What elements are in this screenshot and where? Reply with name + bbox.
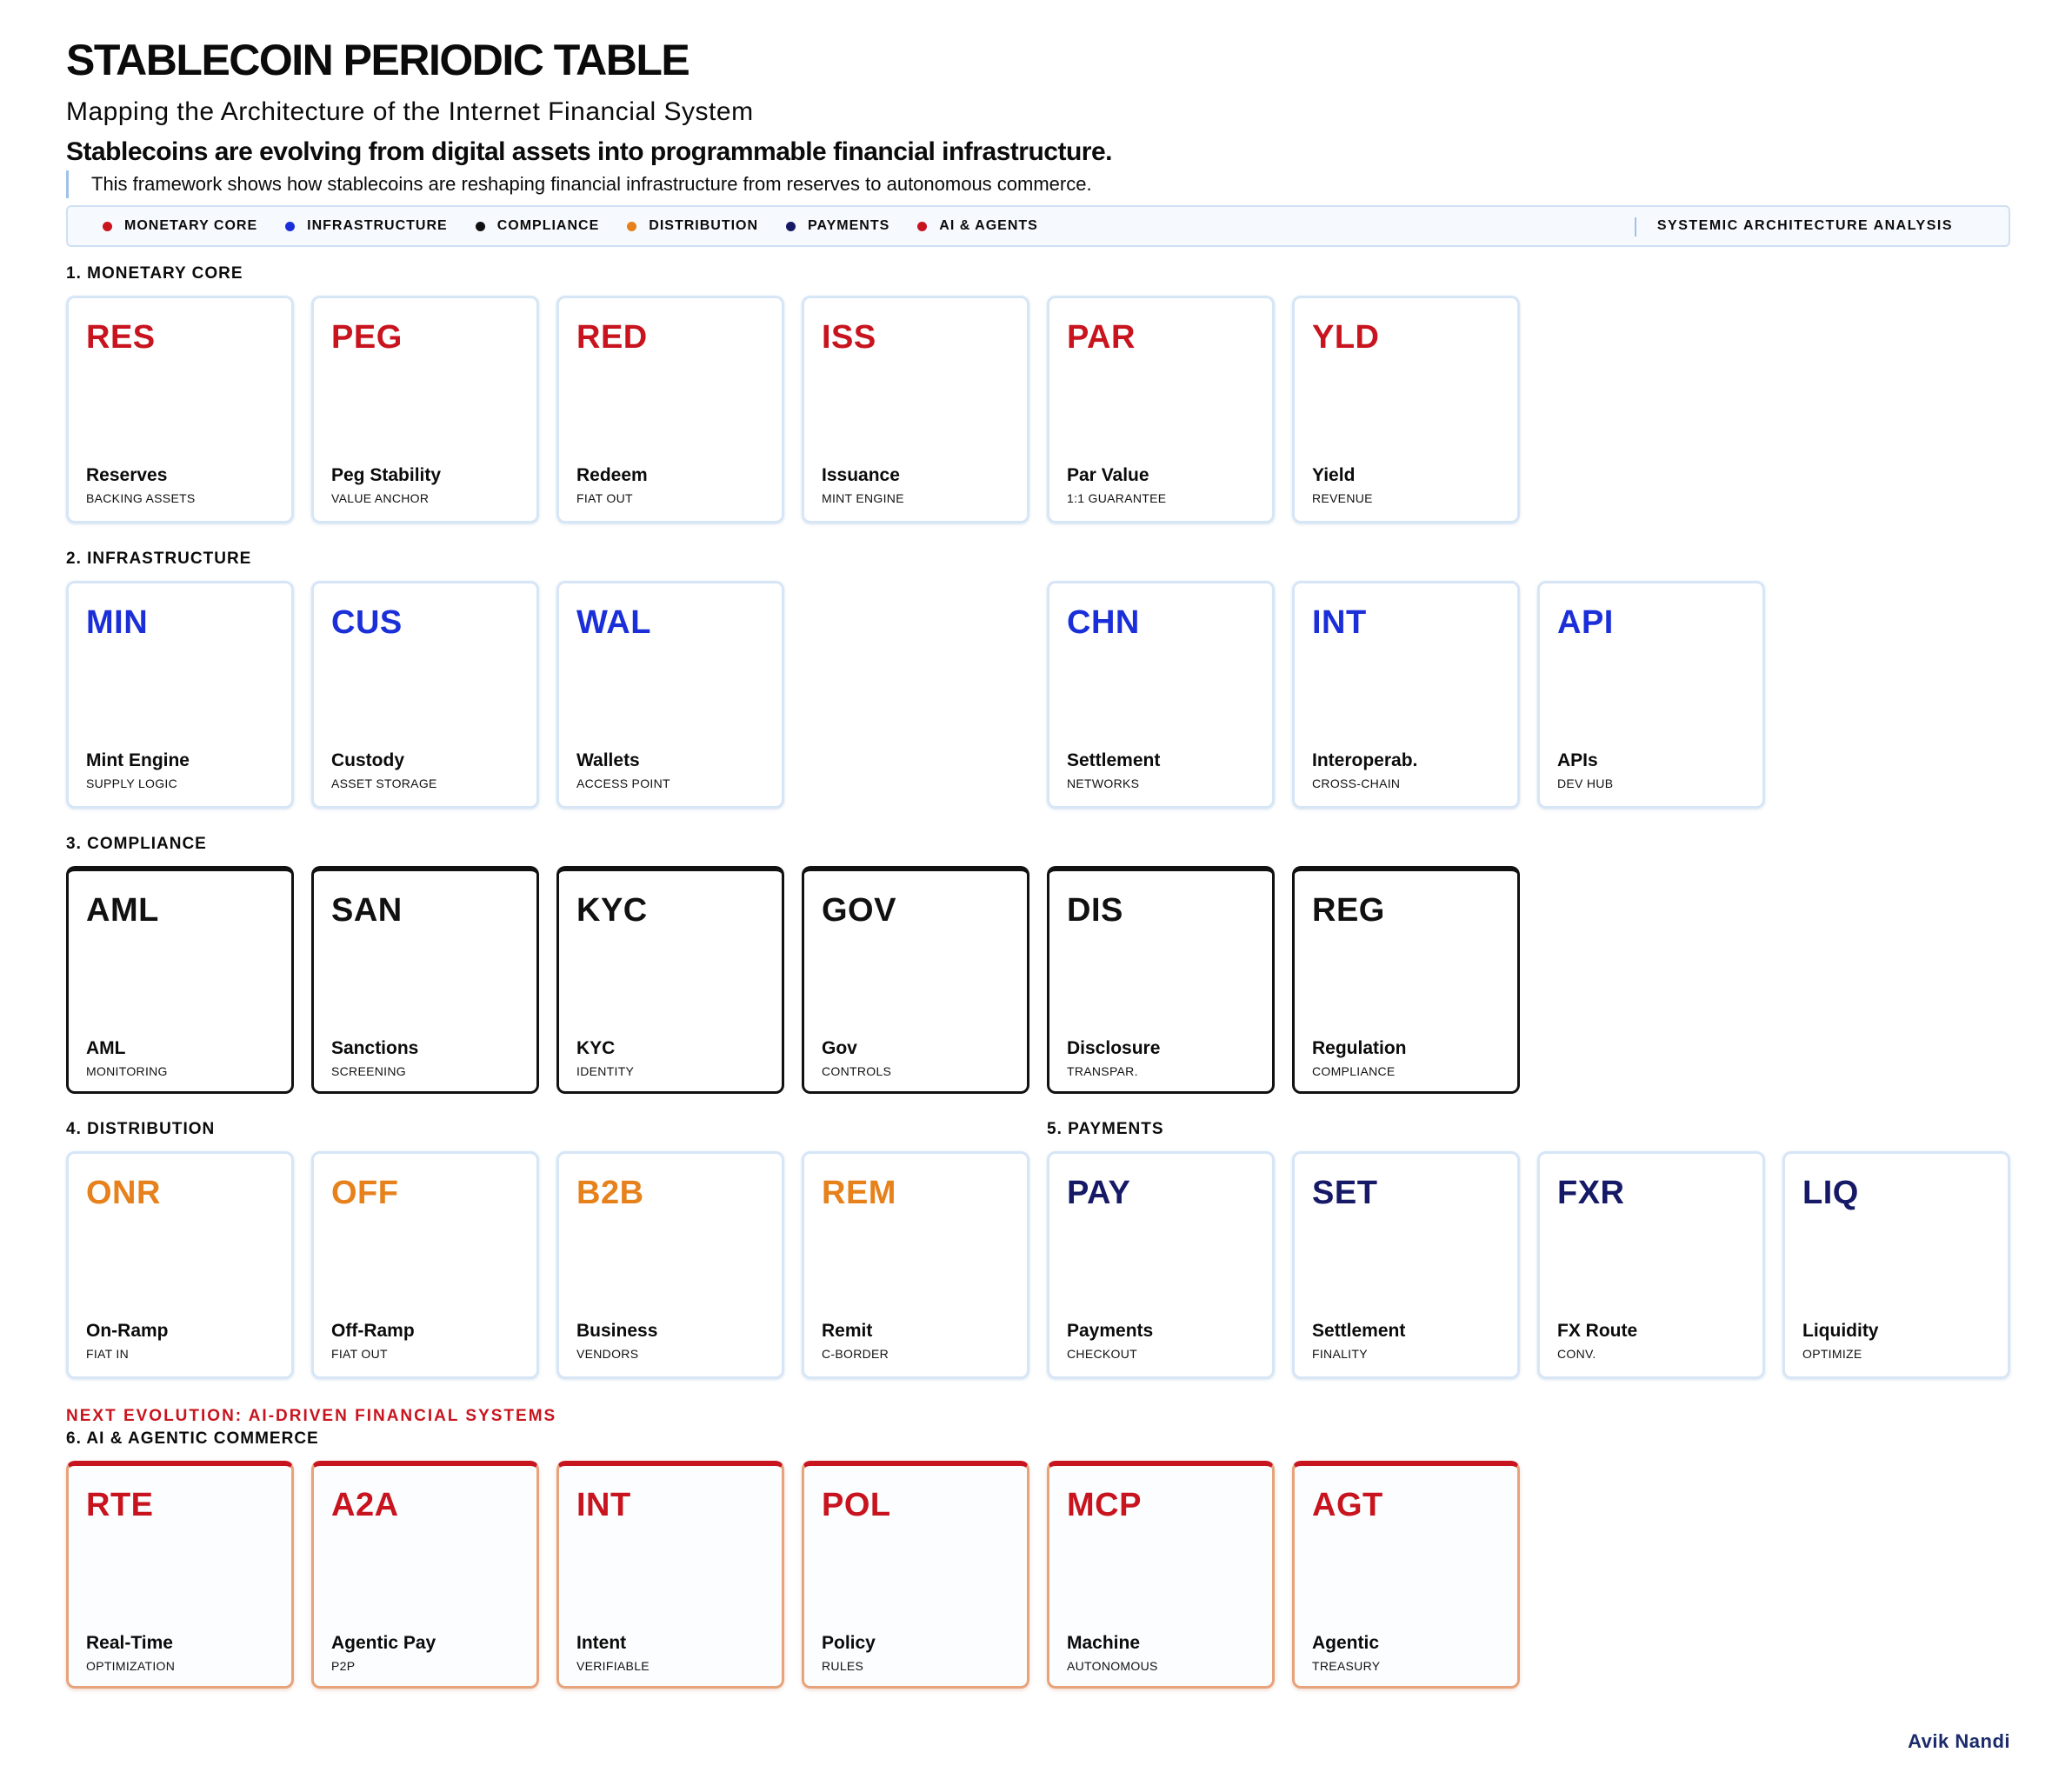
tile-code: REM	[822, 1175, 896, 1211]
tile-ai-int	[556, 1461, 784, 1689]
tile-subtitle: 1:1 GUARANTEE	[1067, 491, 1167, 505]
tile-name: Peg Stability	[331, 465, 442, 485]
tile-subtitle: OPTIMIZE	[1802, 1347, 1862, 1361]
tile-infrastructure-chn	[1047, 581, 1275, 809]
description: This framework shows how stablecoins are reshaping financial infrastructure from reserves to autonomous commerce.	[66, 170, 1092, 198]
tile-name: Off-Ramp	[331, 1321, 415, 1341]
tile-name: Regulation	[1312, 1038, 1407, 1058]
tile-subtitle: IDENTITY	[576, 1064, 635, 1078]
tile-ai-mcp	[1047, 1461, 1275, 1689]
tile-monetary-iss	[802, 296, 1029, 523]
tile-name: Remit	[822, 1321, 873, 1341]
tile-name: Redeem	[576, 465, 648, 485]
tile-code: YLD	[1312, 319, 1380, 356]
tile-subtitle: SCREENING	[331, 1064, 406, 1078]
tile-monetary-res	[66, 296, 294, 523]
tile-code: INT	[1312, 604, 1367, 641]
tile-name: Disclosure	[1067, 1038, 1161, 1058]
tile-name: Real-Time	[86, 1633, 173, 1653]
tile-code: KYC	[576, 892, 648, 929]
legend-item	[103, 218, 257, 234]
tile-subtitle: REVENUE	[1312, 491, 1373, 505]
tile-monetary-peg	[311, 296, 539, 523]
tile-subtitle: AUTONOMOUS	[1067, 1659, 1158, 1673]
tile-compliance-gov	[802, 866, 1029, 1094]
tile-subtitle: SUPPLY LOGIC	[86, 776, 178, 790]
tile-infrastructure-cus	[311, 581, 539, 809]
tile-name: APIs	[1557, 750, 1598, 770]
legend-item-label: DISTRIBUTION	[649, 218, 759, 233]
tile-subtitle: OPTIMIZATION	[86, 1659, 176, 1673]
tile-code: SET	[1312, 1175, 1378, 1211]
tile-name: Agentic Pay	[331, 1633, 436, 1653]
section-label-distribution: 4. DISTRIBUTION	[66, 1120, 216, 1138]
legend-item	[627, 218, 758, 234]
tile-monetary-red	[556, 296, 784, 523]
section-label-payments: 5. PAYMENTS	[1047, 1120, 1164, 1138]
tile-code: AGT	[1312, 1487, 1383, 1523]
tile-name: Interoperab.	[1312, 750, 1418, 770]
legend-items	[103, 207, 1066, 245]
tile-name: Business	[576, 1321, 658, 1341]
legend-divider	[1635, 217, 1636, 237]
legend-dot-icon	[786, 222, 796, 231]
legend-item	[285, 218, 448, 234]
tile-payments-fxr	[1537, 1151, 1765, 1379]
tile-subtitle: VENDORS	[576, 1347, 639, 1361]
tile-code: PAR	[1067, 319, 1136, 356]
tile-ai-agt	[1292, 1461, 1520, 1689]
tile-subtitle: COMPLIANCE	[1312, 1064, 1396, 1078]
page-title: STABLECOIN PERIODIC TABLE	[66, 36, 690, 84]
tile-code: AML	[86, 892, 159, 929]
tile-ai-pol	[802, 1461, 1029, 1689]
tile-code: B2B	[576, 1175, 644, 1211]
legend-dot-icon	[917, 222, 927, 231]
legend-item	[917, 218, 1038, 234]
tile-name: Liquidity	[1802, 1321, 1879, 1341]
tile-subtitle: MONITORING	[86, 1064, 168, 1078]
tile-code: DIS	[1067, 892, 1123, 929]
tile-infrastructure-wal	[556, 581, 784, 809]
tile-subtitle: CONV.	[1557, 1347, 1596, 1361]
tile-subtitle: BACKING ASSETS	[86, 491, 196, 505]
tile-name: Intent	[576, 1633, 627, 1653]
tile-subtitle: TRANSPAR.	[1067, 1064, 1138, 1078]
tile-distribution-onr	[66, 1151, 294, 1379]
tile-ai-a2a	[311, 1461, 539, 1689]
section-label-monetary: 1. MONETARY CORE	[66, 264, 243, 283]
tile-subtitle: TREASURY	[1312, 1659, 1381, 1673]
tile-subtitle: P2P	[331, 1659, 356, 1673]
tile-name: Par Value	[1067, 465, 1149, 485]
tile-distribution-b2b	[556, 1151, 784, 1379]
tile-code: A2A	[331, 1487, 399, 1523]
page-subtitle: Mapping the Architecture of the Internet Financial System	[66, 97, 754, 126]
tile-code: CHN	[1067, 604, 1140, 641]
section-label-compliance: 3. COMPLIANCE	[66, 835, 207, 853]
tile-name: Reserves	[86, 465, 168, 485]
tile-code: PAY	[1067, 1175, 1131, 1211]
tile-subtitle: FIAT IN	[86, 1347, 130, 1361]
section-label-ai: 6. AI & AGENTIC COMMERCE	[66, 1429, 319, 1448]
legend-item-label: INFRASTRUCTURE	[307, 218, 448, 233]
tile-name: Custody	[331, 750, 404, 770]
tile-infrastructure-min	[66, 581, 294, 809]
tile-code: API	[1557, 604, 1614, 641]
tile-code: FXR	[1557, 1175, 1625, 1211]
tile-name: Payments	[1067, 1321, 1154, 1341]
tile-payments-liq	[1782, 1151, 2010, 1379]
tile-distribution-rem	[802, 1151, 1029, 1379]
tile-subtitle: RULES	[822, 1659, 864, 1673]
tile-subtitle: ASSET STORAGE	[331, 776, 437, 790]
tile-code: OFF	[331, 1175, 399, 1211]
tile-name: Wallets	[576, 750, 640, 770]
tile-name: Machine	[1067, 1633, 1141, 1653]
legend-item	[786, 218, 889, 234]
tile-name: KYC	[576, 1038, 616, 1058]
tile-code: ONR	[86, 1175, 161, 1211]
legend-item-label: COMPLIANCE	[496, 218, 600, 233]
tile-infrastructure-int	[1292, 581, 1520, 809]
tile-code: ISS	[822, 319, 876, 356]
tile-code: GOV	[822, 892, 896, 929]
tile-compliance-kyc	[556, 866, 784, 1094]
tile-monetary-yld	[1292, 296, 1520, 523]
tile-name: On-Ramp	[86, 1321, 169, 1341]
tile-subtitle: CROSS-CHAIN	[1312, 776, 1401, 790]
tile-name: Policy	[822, 1633, 876, 1653]
tile-subtitle: CHECKOUT	[1067, 1347, 1137, 1361]
tile-code: PEG	[331, 319, 403, 356]
tile-code: REG	[1312, 892, 1385, 929]
tile-subtitle: MINT ENGINE	[822, 491, 904, 505]
legend-item-label: AI & AGENTS	[939, 218, 1038, 233]
tile-distribution-off	[311, 1151, 539, 1379]
tile-code: INT	[576, 1487, 631, 1523]
tile-subtitle: ACCESS POINT	[576, 776, 670, 790]
tile-compliance-aml	[66, 866, 294, 1094]
tile-compliance-dis	[1047, 866, 1275, 1094]
tile-code: RES	[86, 319, 156, 356]
legend-dot-icon	[627, 222, 636, 231]
tile-name: Issuance	[822, 465, 900, 485]
tile-payments-pay	[1047, 1151, 1275, 1379]
tile-code: WAL	[576, 604, 651, 641]
tile-subtitle: FIAT OUT	[331, 1347, 388, 1361]
legend-dot-icon	[476, 222, 485, 231]
tile-name: Agentic	[1312, 1633, 1380, 1653]
tile-monetary-par	[1047, 296, 1275, 523]
legend-right-label: SYSTEMIC ARCHITECTURE ANALYSIS	[1656, 218, 1953, 233]
tile-subtitle: VERIFIABLE	[576, 1659, 650, 1673]
tile-name: Settlement	[1312, 1321, 1406, 1341]
tile-name: FX Route	[1557, 1321, 1638, 1341]
next-evolution-label: NEXT EVOLUTION: AI-DRIVEN FINANCIAL SYSTEMS	[66, 1407, 557, 1425]
tile-subtitle: NETWORKS	[1067, 776, 1140, 790]
tile-subtitle: CONTROLS	[822, 1064, 892, 1078]
tile-ai-rte	[66, 1461, 294, 1689]
tile-code: CUS	[331, 604, 403, 641]
tile-name: AML	[86, 1038, 126, 1058]
tile-name: Yield	[1312, 465, 1356, 485]
tile-code: MCP	[1067, 1487, 1142, 1523]
tile-code: POL	[822, 1487, 891, 1523]
legend-item-label: PAYMENTS	[808, 218, 890, 233]
tile-infrastructure-api	[1537, 581, 1765, 809]
tile-code: LIQ	[1802, 1175, 1859, 1211]
legend-dot-icon	[285, 222, 295, 231]
legend-dot-icon	[103, 222, 112, 231]
legend-bar	[66, 205, 2010, 247]
tile-code: RED	[576, 319, 648, 356]
tile-code: MIN	[86, 604, 149, 641]
tile-name: Mint Engine	[86, 750, 190, 770]
legend-item	[476, 218, 600, 234]
legend-item-label: MONETARY CORE	[124, 218, 258, 233]
tile-subtitle: VALUE ANCHOR	[331, 491, 430, 505]
author-credit: Avik Nandi	[1908, 1730, 2010, 1752]
tile-code: RTE	[86, 1487, 154, 1523]
tile-subtitle: FINALITY	[1312, 1347, 1368, 1361]
tile-name: Gov	[822, 1038, 857, 1058]
tile-subtitle: C-BORDER	[822, 1347, 889, 1361]
section-label-infrastructure: 2. INFRASTRUCTURE	[66, 550, 252, 568]
tile-compliance-reg	[1292, 866, 1520, 1094]
tile-name: Settlement	[1067, 750, 1161, 770]
tile-name: Sanctions	[331, 1038, 419, 1058]
tagline: Stablecoins are evolving from digital assets into programmable financial infrastructure.	[66, 137, 1112, 166]
tile-code: SAN	[331, 892, 403, 929]
tile-compliance-san	[311, 866, 539, 1094]
tile-payments-set	[1292, 1151, 1520, 1379]
tile-subtitle: DEV HUB	[1557, 776, 1614, 790]
tile-subtitle: FIAT OUT	[576, 491, 633, 505]
